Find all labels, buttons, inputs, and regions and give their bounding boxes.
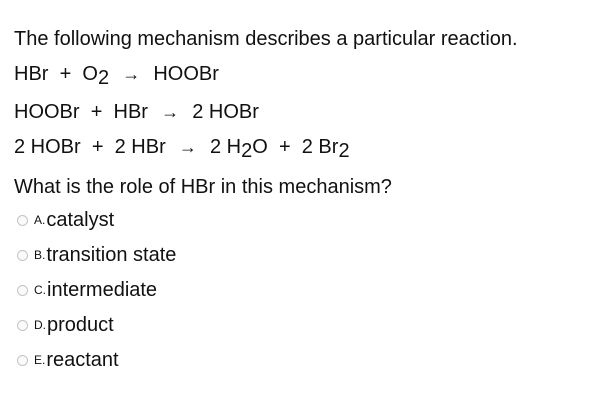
reaction-step-1 (14, 62, 219, 89)
option-text: intermediate (47, 278, 158, 301)
answer-option-d[interactable] (17, 313, 114, 337)
product-2br2: 2 Br2 (301, 136, 350, 162)
reactant-2hbr: 2 HBr (114, 136, 166, 158)
option-letter: B. (34, 248, 46, 262)
plus-sign: + (91, 136, 104, 158)
product-2h2o: 2 H2O (210, 136, 268, 162)
option-text: reactant (46, 348, 119, 371)
reactant-hoobr: HOOBr (14, 101, 80, 123)
radio-button-icon[interactable] (17, 285, 28, 296)
radio-button-icon[interactable] (17, 215, 28, 226)
reaction-step-3 (14, 135, 350, 162)
option-letter: E. (34, 353, 46, 367)
plus-sign: + (59, 63, 72, 85)
reaction-arrow-icon: → (122, 64, 141, 84)
reactant-o2: O2 (82, 63, 110, 89)
reaction-arrow-icon: → (178, 137, 197, 157)
option-text: transition state (46, 243, 177, 266)
reaction-step-2 (14, 100, 259, 124)
reactant-hbr: HBr (113, 101, 148, 123)
radio-button-icon[interactable] (17, 355, 28, 366)
plus-sign: + (278, 136, 291, 158)
answer-option-e[interactable] (17, 348, 119, 372)
option-letter: A. (34, 213, 46, 227)
radio-button-icon[interactable] (17, 320, 28, 331)
product-hoobr: HOOBr (153, 63, 219, 85)
reactant-hbr: HBr (14, 63, 49, 85)
answer-option-b[interactable] (17, 243, 176, 267)
product-hobr: 2 HOBr (192, 101, 259, 123)
question-prompt: What is the role of HBr in this mechanism? (14, 176, 392, 198)
reaction-arrow-icon: → (161, 102, 180, 122)
reactant-2hobr: 2 HOBr (14, 136, 81, 158)
plus-sign: + (90, 101, 103, 123)
answer-option-c[interactable] (17, 278, 157, 302)
answer-option-a[interactable] (17, 208, 114, 232)
question-intro: The following mechanism describes a particular reaction. (14, 28, 518, 50)
option-text: product (47, 313, 114, 336)
option-letter: D. (34, 318, 46, 332)
option-letter: C. (34, 283, 46, 297)
radio-button-icon[interactable] (17, 250, 28, 261)
option-text: catalyst (46, 208, 115, 231)
